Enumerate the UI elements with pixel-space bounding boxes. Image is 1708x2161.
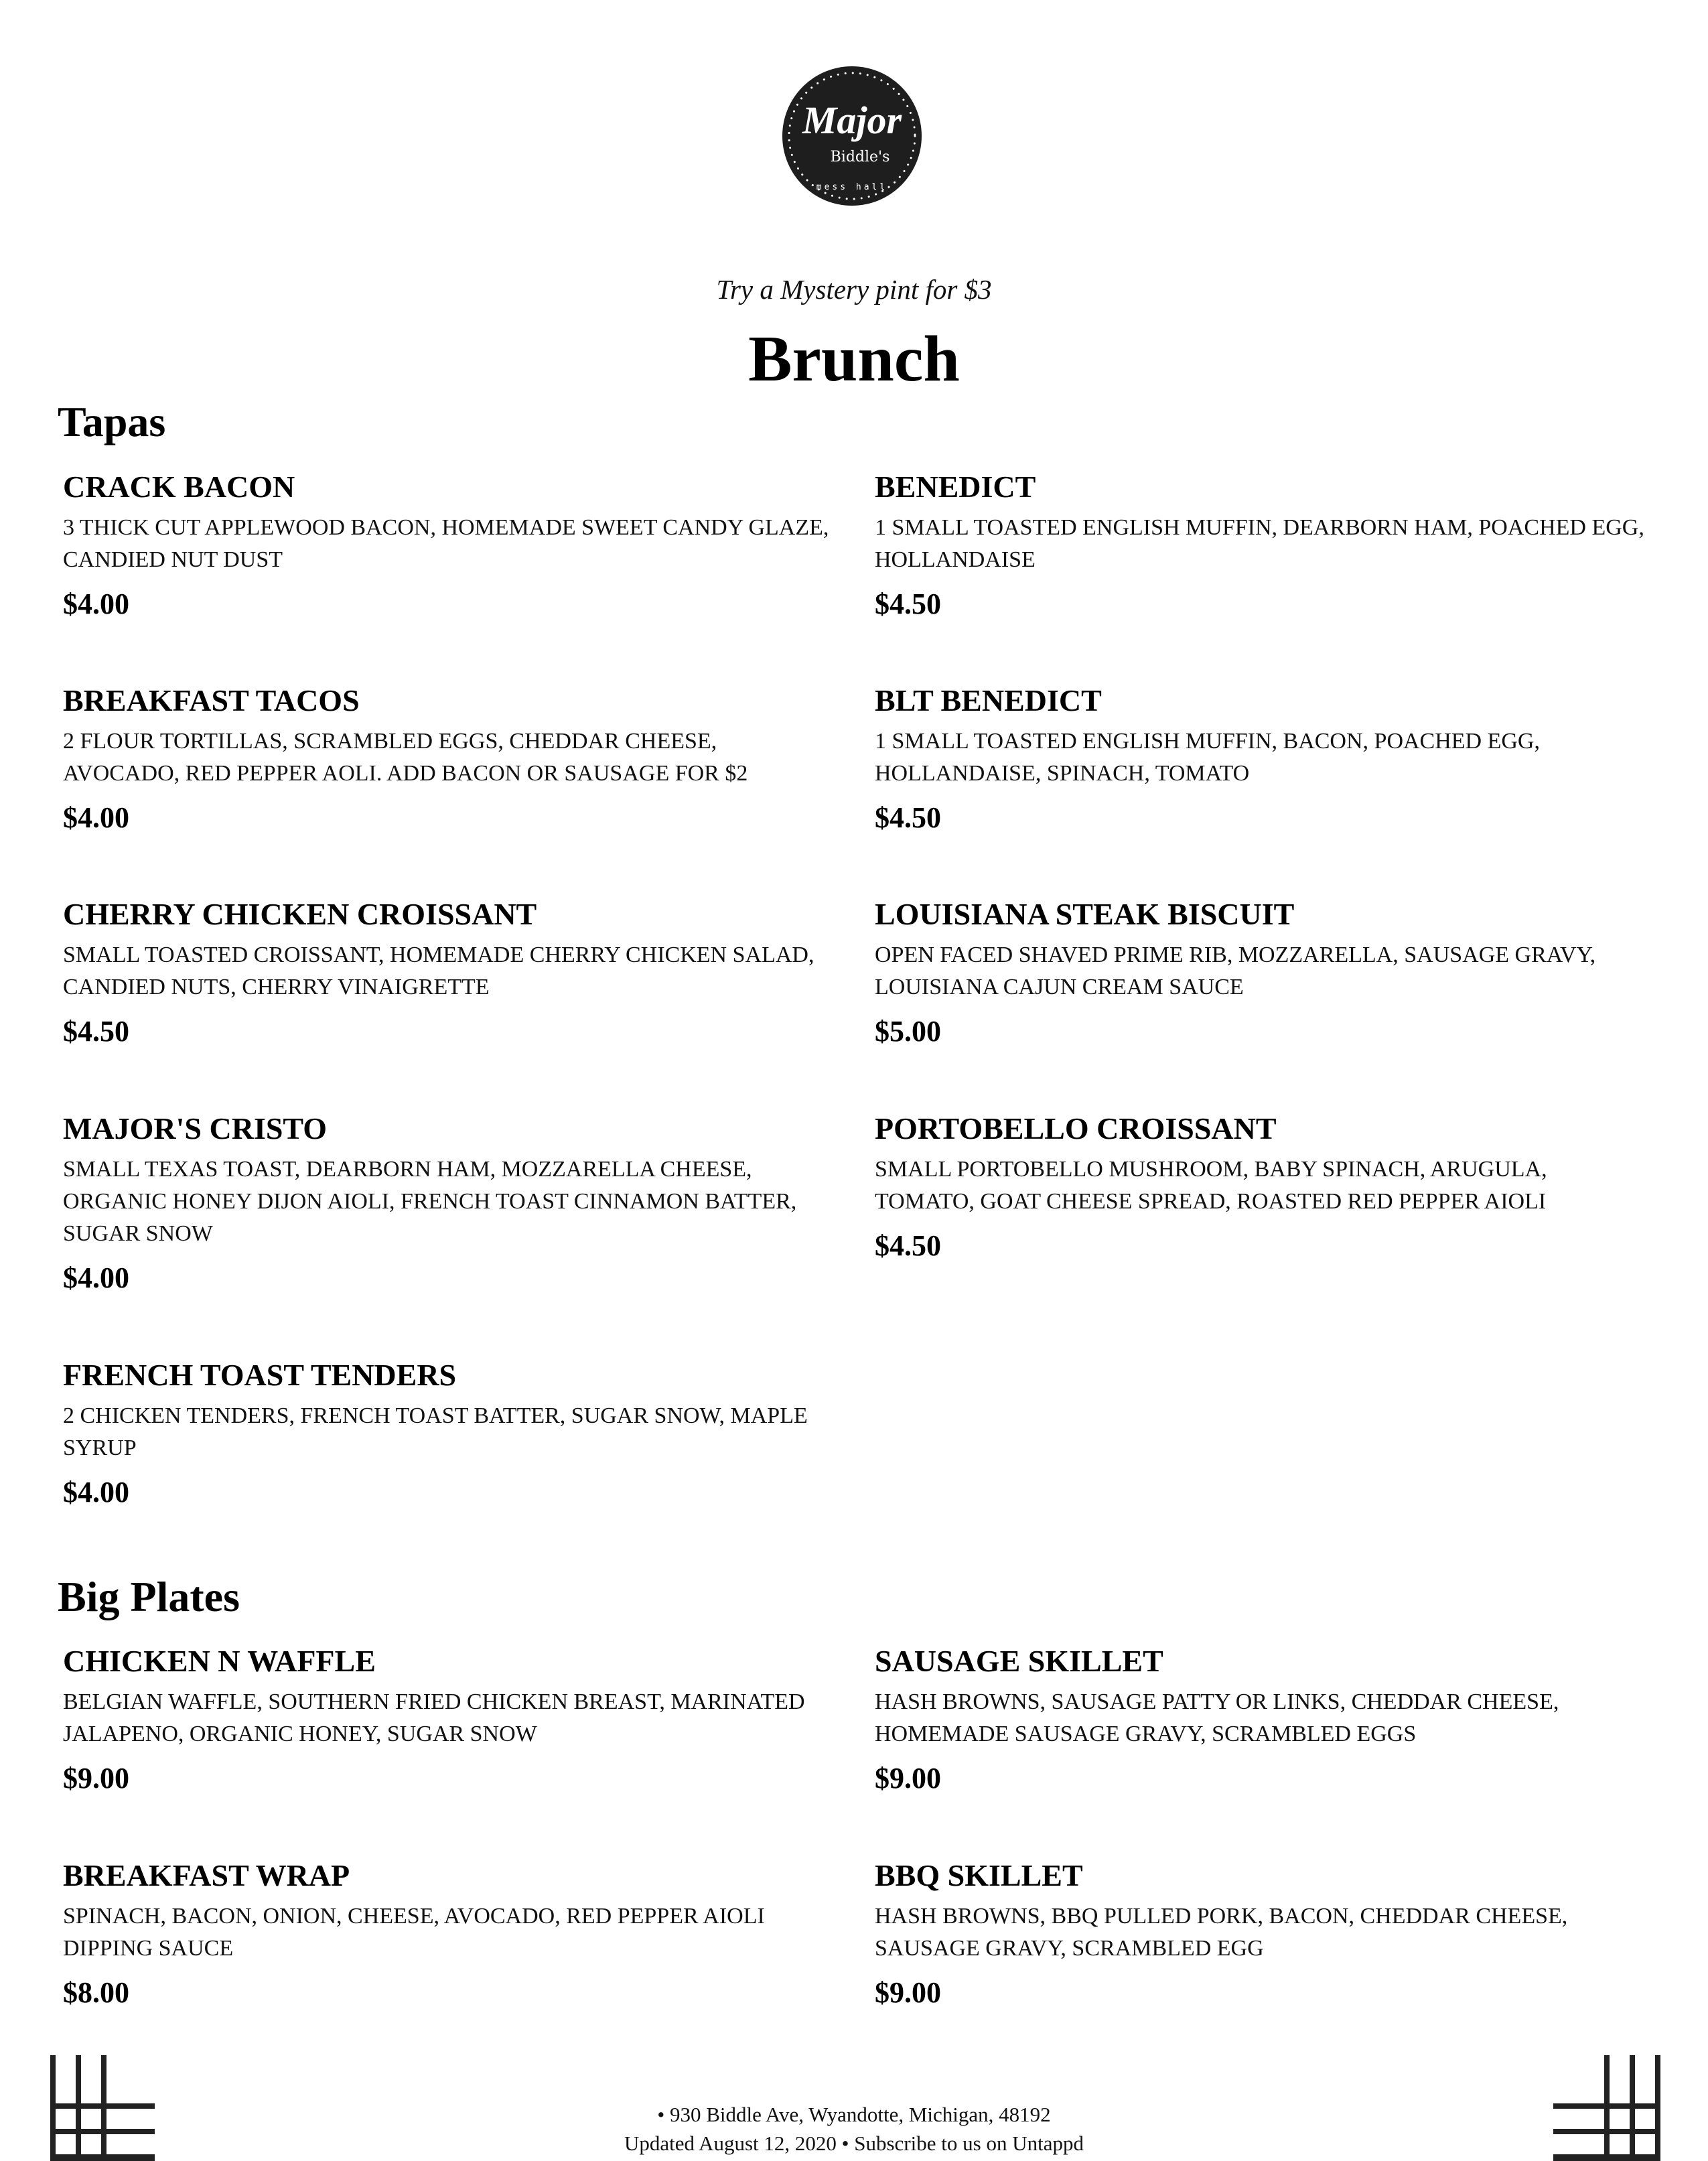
item-name: BREAKFAST TACOS (63, 683, 360, 717)
item-price: $9.00 (875, 1762, 941, 1795)
item-name: PORTOBELLO CROISSANT (875, 1111, 1277, 1145)
item-price: $4.50 (63, 1015, 129, 1048)
menu-item (63, 1113, 833, 1293)
menu-item (875, 685, 1645, 833)
footer-address: • 930 Biddle Ave, Wyandotte, Michigan, 48192 (657, 2103, 1051, 2126)
item-name: BLT BENEDICT (875, 683, 1102, 717)
item-description: 1 SMALL TOASTED ENGLISH MUFFIN, DEARBORN HAM, POACHED EGG, HOLLANDAISE (875, 515, 1644, 572)
menu-item (63, 685, 833, 833)
item-name: LOUISIANA STEAK BISCUIT (875, 897, 1295, 931)
promo-tagline: Try a Mystery pint for $3 (716, 274, 992, 305)
item-name: CHERRY CHICKEN CROISSANT (63, 897, 537, 931)
footer-updated-subscribe: Updated August 12, 2020 • Subscribe to us on Untappd (624, 2132, 1084, 2155)
item-description: SMALL TOASTED CROISSANT, HOMEMADE CHERRY CHICKEN SALAD, CANDIED NUTS, CHERRY VINAIGRETTE (63, 943, 814, 999)
footer (0, 2100, 1708, 2158)
item-name: MAJOR'S CRISTO (63, 1111, 328, 1145)
item-description: 1 SMALL TOASTED ENGLISH MUFFIN, BACON, POACHED EGG, HOLLANDAISE, SPINACH, TOMATO (875, 729, 1540, 786)
item-description: HASH BROWNS, SAUSAGE PATTY OR LINKS, CHEDDAR CHEESE, HOMEMADE SAUSAGE GRAVY, SCRAMBLED EGGS (875, 1689, 1559, 1746)
item-description: SMALL TEXAS TOAST, DEARBORN HAM, MOZZARELLA CHEESE, ORGANIC HONEY DIJON AIOLI, FRENCH TOAST CINNAMON BATTER, SUGAR SNOW (63, 1157, 797, 1246)
item-price: $5.00 (875, 1015, 941, 1048)
logo-sub-text: mess hall (816, 182, 888, 192)
item-description: 3 THICK CUT APPLEWOOD BACON, HOMEMADE SWEET CANDY GLAZE, CANDIED NUT DUST (63, 515, 829, 572)
item-name: FRENCH TOAST TENDERS (63, 1358, 457, 1392)
item-description: OPEN FACED SHAVED PRIME RIB, MOZZARELLA, SAUSAGE GRAVY, LOUISIANA CAJUN CREAM SAUCE (875, 943, 1596, 999)
item-name: BENEDICT (875, 470, 1036, 504)
item-price: $4.50 (875, 587, 941, 620)
menu-item (875, 1646, 1645, 1793)
menu-item (63, 1360, 833, 1507)
logo-badge-icon (782, 66, 922, 206)
section-title-tapas: Tapas (58, 398, 166, 445)
item-name: CHICKEN N WAFFLE (63, 1644, 376, 1678)
menu-item (875, 1860, 1645, 2008)
item-description: 2 CHICKEN TENDERS, FRENCH TOAST BATTER, SUGAR SNOW, MAPLE SYRUP (63, 1403, 808, 1460)
menu-item (875, 1113, 1645, 1261)
item-description: SPINACH, BACON, ONION, CHEESE, AVOCADO, RED PEPPER AIOLI DIPPING SAUCE (63, 1904, 765, 1961)
item-price: $4.50 (875, 801, 941, 834)
item-description: HASH BROWNS, BBQ PULLED PORK, BACON, CHEDDAR CHEESE, SAUSAGE GRAVY, SCRAMBLED EGG (875, 1904, 1568, 1961)
item-price: $4.00 (63, 1261, 129, 1294)
item-price: $4.00 (63, 801, 129, 834)
item-price: $4.00 (63, 587, 129, 620)
item-price: $8.00 (63, 1976, 129, 2009)
item-price: $9.00 (63, 1762, 129, 1795)
menu-item (63, 1860, 833, 2008)
logo-name-text: Biddle's (830, 149, 890, 165)
logo-script-text: Major (802, 98, 902, 142)
restaurant-logo (782, 66, 922, 206)
menu-item (63, 899, 833, 1046)
item-name: SAUSAGE SKILLET (875, 1644, 1163, 1678)
page-title: Brunch (748, 323, 960, 395)
item-description: SMALL PORTOBELLO MUSHROOM, BABY SPINACH, ARUGULA, TOMATO, GOAT CHEESE SPREAD, ROASTED RED PEPPER AIOLI (875, 1157, 1547, 1214)
menu-item (63, 1646, 833, 1793)
item-name: CRACK BACON (63, 470, 295, 504)
menu-item (63, 472, 833, 619)
item-price: $9.00 (875, 1976, 941, 2009)
section-title-big-plates: Big Plates (58, 1573, 240, 1620)
item-description: BELGIAN WAFFLE, SOUTHERN FRIED CHICKEN BREAST, MARINATED JALAPENO, ORGANIC HONEY, SUGAR SNOW (63, 1689, 805, 1746)
menu-item (875, 472, 1645, 619)
item-description: 2 FLOUR TORTILLAS, SCRAMBLED EGGS, CHEDDAR CHEESE, AVOCADO, RED PEPPER AOLI. ADD BACON OR SAUSAGE FOR $2 (63, 729, 748, 786)
item-name: BREAKFAST WRAP (63, 1858, 350, 1892)
item-price: $4.50 (875, 1229, 941, 1262)
item-price: $4.00 (63, 1476, 129, 1509)
menu-item (875, 899, 1645, 1046)
item-name: BBQ SKILLET (875, 1858, 1083, 1892)
